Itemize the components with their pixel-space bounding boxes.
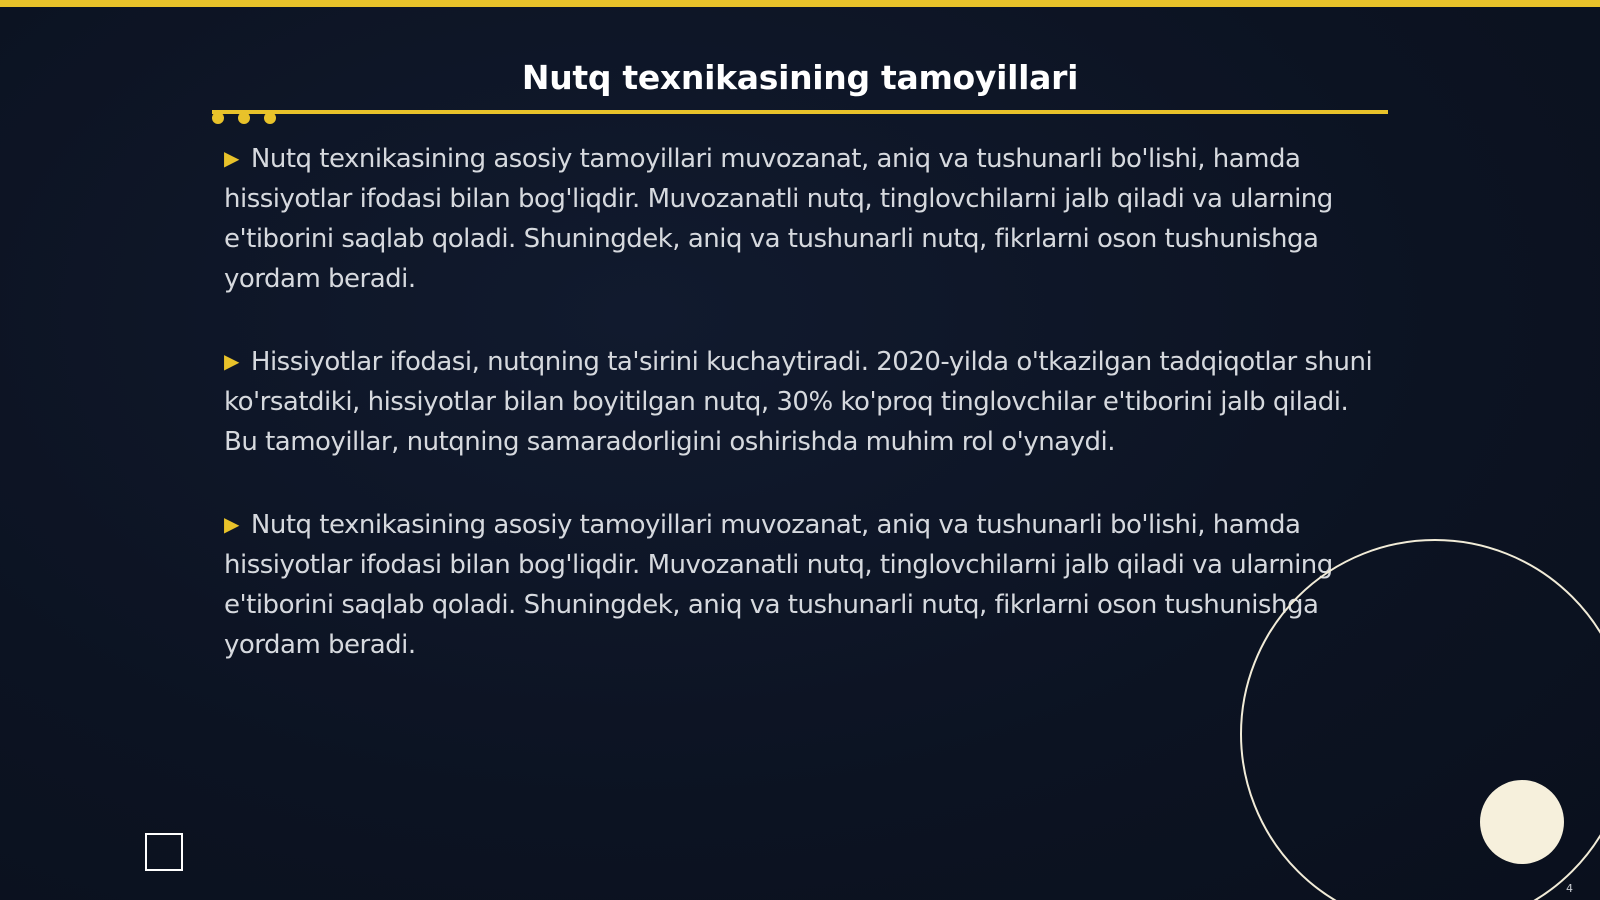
paragraph-text: Hissiyotlar ifodasi, nutqning ta'sirini kuchaytiradi. 2020-yilda o'tkazilgan tadqiqotlar shuni ko'rsatdiki, hissiyotlar bilan boyitilgan nutq, 30% ko'proq tinglovchilar e'tiborini jalb qiladi. Bu tamoyillar, nutqning samaradorligini oshirishda muhim rol o'ynaydi.: [224, 347, 1373, 457]
slide-title: Nutq texnikasining tamoyillari: [521, 58, 1079, 97]
decorative-square-outline: [145, 833, 183, 871]
page-number: 4: [1566, 882, 1573, 895]
bullet-arrow-icon: ▶: [224, 146, 239, 170]
decorative-dot: [264, 112, 276, 124]
slide-body: [224, 138, 1384, 707]
bullet-arrow-icon: ▶: [224, 349, 239, 373]
decorative-filled-circle: [1480, 780, 1564, 864]
title-underline: [212, 110, 1388, 114]
bullet-paragraph: [224, 504, 1384, 665]
decorative-dot: [212, 112, 224, 124]
paragraph-text: Nutq texnikasining asosiy tamoyillari muvozanat, aniq va tushunarli bo'lishi, hamda hissiyotlar ifodasi bilan bog'liqdir. Muvozanatli nutq, tinglovchilarni jalb qiladi va ularning e'tiborini saqlab qoladi. Shuningdek, aniq va tushunarli nutq, fikrlarni oson tushunishga yordam beradi.: [224, 144, 1333, 294]
paragraph-text: Nutq texnikasining asosiy tamoyillari muvozanat, aniq va tushunarli bo'lishi, hamda hissiyotlar ifodasi bilan bog'liqdir. Muvozanatli nutq, tinglovchilarni jalb qiladi va ularning e'tiborini saqlab qoladi. Shuningdek, aniq va tushunarli nutq, fikrlarni oson tushunishga yordam beradi.: [224, 510, 1333, 660]
bullet-paragraph: [224, 138, 1384, 299]
top-accent-bar: [0, 0, 1600, 7]
bullet-paragraph: [224, 341, 1384, 462]
bullet-arrow-icon: ▶: [224, 512, 239, 536]
decorative-dot: [238, 112, 250, 124]
